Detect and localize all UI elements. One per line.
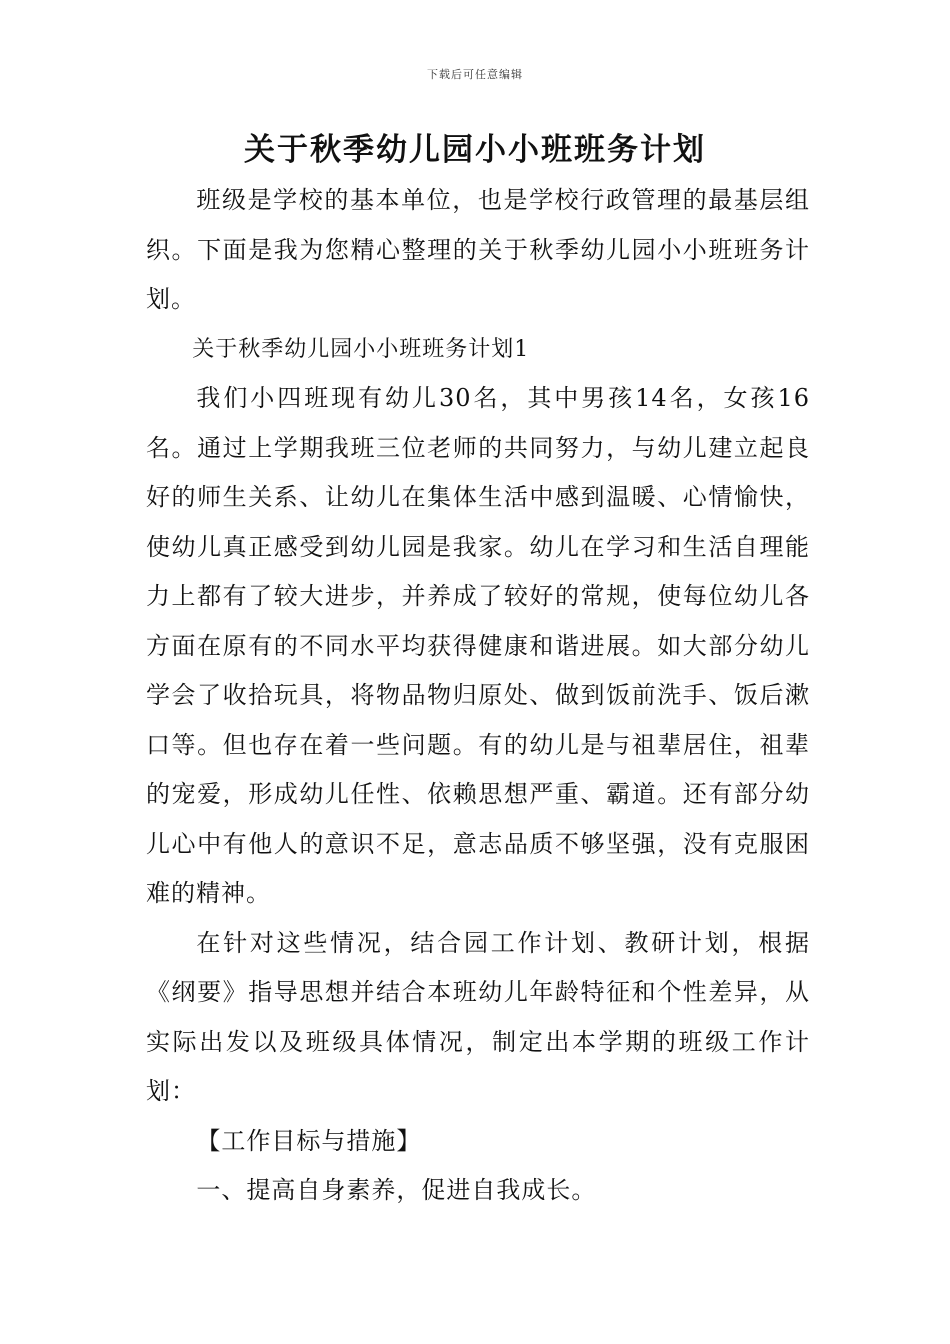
paragraph-plan-basis: 在针对这些情况，结合园工作计划、教研计划，根据《纲要》指导思想并结合本班幼儿年龄特征和个性差异，从实际出发以及班级具体情况，制定出本学期的班级工作计划： <box>146 928 810 1105</box>
section-goals-heading: 【工作目标与措施】 <box>196 1126 422 1155</box>
document-title: 关于秋季幼儿园小小班班务计划 <box>244 132 706 168</box>
paragraph-intro: 班级是学校的基本单位，也是学校行政管理的最基层组织。下面是我为您精心整理的关于秋季幼儿园小小班班务计划。 <box>146 186 810 313</box>
header-note: 下载后可任意编辑 <box>427 68 523 81</box>
paragraph-class-status: 我们小四班现有幼儿30名，其中男孩14名，女孩16名。通过上学期我班三位老师的共同努力，与幼儿建立起良好的师生关系、让幼儿在集体生活中感到温暖、心情愉快，使幼儿真正感受到幼儿园是我家。幼儿在学习和生活自理能力上都有了较大进步，并养成了较好的常规，使每位幼儿各方面在原有的不同水平均获得健康和谐进展。如大部分幼儿学会了收拾玩具，将物品物归原处、做到饭前洗手、饭后漱口等。但也存在着一些问题。有的幼儿是与祖辈居住，祖辈的宠爱，形成幼儿任性、依赖思想严重、霸道。还有部分幼儿心中有他人的意识不足，意志品质不够坚强，没有克服困难的精神。 <box>146 384 810 907</box>
document-body <box>146 176 810 1216</box>
section-heading: 关于秋季幼儿园小小班班务计划1 <box>192 336 530 362</box>
paragraph-goal-one: 一、提高自身素养，促进自我成长。 <box>196 1176 597 1204</box>
